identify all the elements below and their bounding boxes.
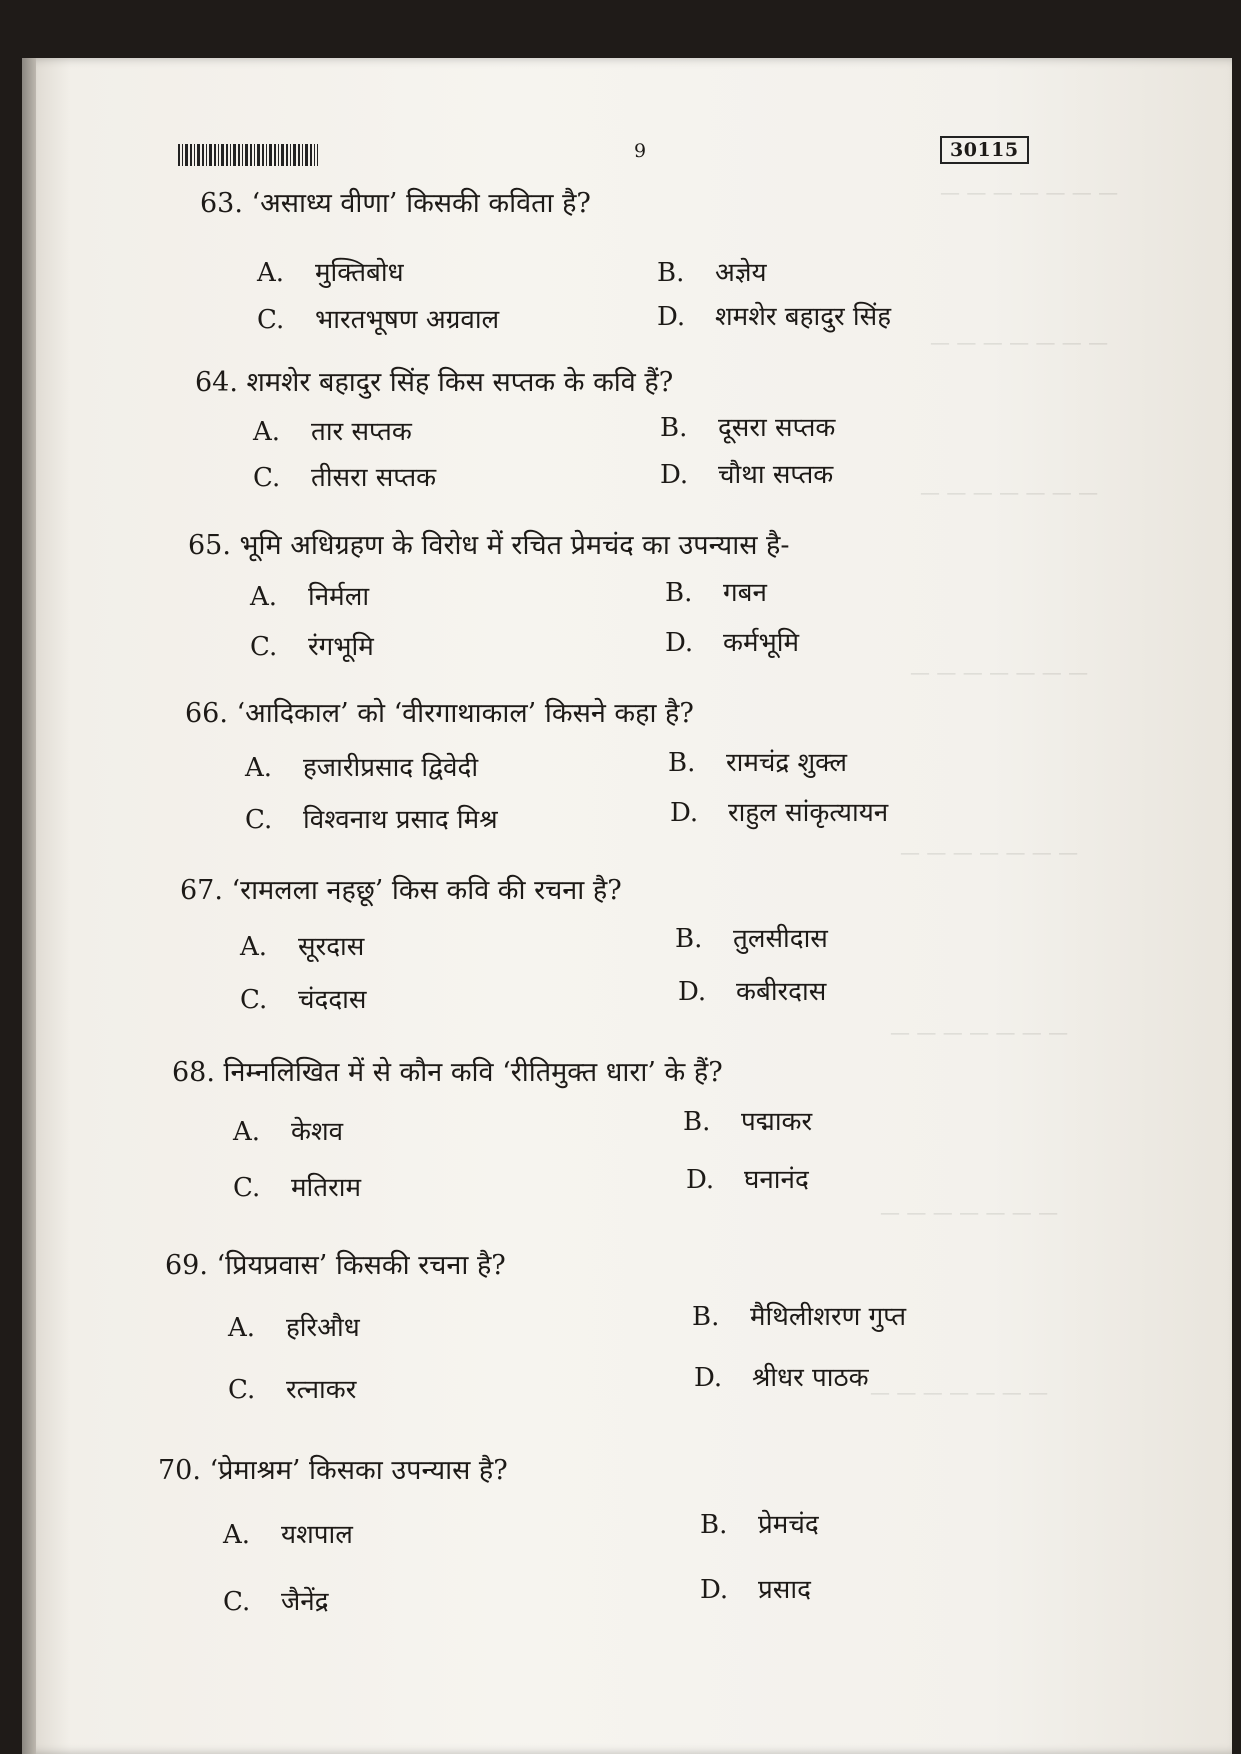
option-a: A. यशपाल: [223, 1520, 353, 1550]
option-c: C. जैनेंद्र: [223, 1587, 329, 1617]
bleed-through-text: — — — — — — —: [910, 660, 1089, 684]
option-b: B. तुलसीदास: [675, 924, 828, 954]
bleed-through-text: — — — — — — —: [920, 480, 1099, 504]
option-a: A. सूरदास: [240, 932, 365, 962]
option-c: C. चंददास: [240, 985, 367, 1015]
option-c: C. मतिराम: [233, 1173, 362, 1203]
option-a: A. केशव: [233, 1117, 344, 1147]
question-body: शमशेर बहादुर सिंह किस सप्तक के कवि हैं?: [246, 367, 674, 398]
question-text: [185, 693, 694, 730]
bleed-through-text: — — — — — — —: [900, 840, 1079, 864]
option-b: B. पद्माकर: [683, 1107, 813, 1137]
option-b: B. प्रेमचंद: [700, 1510, 819, 1540]
barcode-image: [178, 144, 318, 166]
bleed-through-text: — — — — — — —: [890, 1020, 1069, 1044]
question-number: 66.: [185, 698, 228, 729]
option-c: C. रंगभूमि: [250, 632, 374, 662]
question-text: [188, 525, 790, 562]
page-edge-shadow: [22, 58, 36, 1754]
page-header: [178, 140, 1038, 180]
option-b: B. रामचंद्र शुक्ल: [668, 748, 847, 778]
question-number: 68.: [172, 1057, 215, 1088]
option-a: A. हरिऔध: [228, 1313, 360, 1343]
option-b: B. दूसरा सप्तक: [660, 413, 836, 443]
page-number: 9: [634, 140, 647, 162]
option-b: B. गबन: [665, 578, 767, 608]
question-number: 70.: [158, 1455, 201, 1486]
bleed-through-text: — — — — — — —: [880, 1200, 1059, 1224]
question-number: 69.: [165, 1250, 208, 1281]
option-d: D. शमशेर बहादुर सिंह: [657, 302, 892, 332]
paper-code-box: 30115: [940, 136, 1029, 164]
option-d: D. कबीरदास: [678, 977, 827, 1007]
option-c: C. भारतभूषण अग्रवाल: [257, 305, 500, 335]
option-c: C. तीसरा सप्तक: [253, 463, 437, 493]
question-text: [200, 183, 591, 220]
bleed-through-text: — — — — — — —: [930, 330, 1109, 354]
question-body: ‘आदिकाल’ को ‘वीरगाथाकाल’ किसने कहा है?: [236, 698, 694, 729]
bleed-through-text: — — — — — — —: [870, 1380, 1049, 1404]
question-body: ‘असाध्य वीणा’ किसकी कविता है?: [251, 188, 591, 219]
option-d: D. कर्मभूमि: [665, 628, 800, 658]
option-d: D. घनानंद: [686, 1165, 809, 1195]
option-d: D. चौथा सप्तक: [660, 460, 834, 490]
bleed-through-text: — — — — — — —: [940, 180, 1119, 204]
option-a: A. निर्मला: [250, 582, 370, 612]
option-d: D. प्रसाद: [700, 1575, 811, 1605]
option-d: D. राहुल सांकृत्यायन: [670, 798, 889, 828]
question-number: 63.: [200, 188, 243, 219]
question-body: ‘रामलला नहछू’ किस कवि की रचना है?: [231, 875, 622, 906]
question-body: ‘प्रियप्रवास’ किसकी रचना है?: [216, 1250, 506, 1281]
question-body: भूमि अधिग्रहण के विरोध में रचित प्रेमचंद का उपन्यास है-: [239, 530, 790, 561]
option-b: B. अज्ञेय: [657, 258, 767, 288]
question-text: [195, 362, 673, 399]
option-a: A. हजारीप्रसाद द्विवेदी: [245, 753, 479, 783]
question-number: 67.: [180, 875, 223, 906]
question-text: [172, 1052, 723, 1089]
option-a: A. तार सप्तक: [253, 417, 412, 447]
question-number: 65.: [188, 530, 231, 561]
option-d: D. श्रीधर पाठक: [694, 1363, 869, 1393]
question-text: [165, 1245, 506, 1282]
question-body: निम्नलिखित में से कौन कवि ‘रीतिमुक्त धारा’ के हैं?: [223, 1057, 723, 1088]
question-text: [158, 1450, 508, 1487]
option-c: C. रत्नाकर: [228, 1375, 357, 1405]
question-number: 64.: [195, 367, 238, 398]
option-c: C. विश्वनाथ प्रसाद मिश्र: [245, 805, 498, 835]
option-b: B. मैथिलीशरण गुप्त: [692, 1302, 907, 1332]
option-a: A. मुक्तिबोध: [257, 258, 404, 288]
question-text: [180, 870, 622, 907]
question-body: ‘प्रेमाश्रम’ किसका उपन्यास है?: [209, 1455, 508, 1486]
